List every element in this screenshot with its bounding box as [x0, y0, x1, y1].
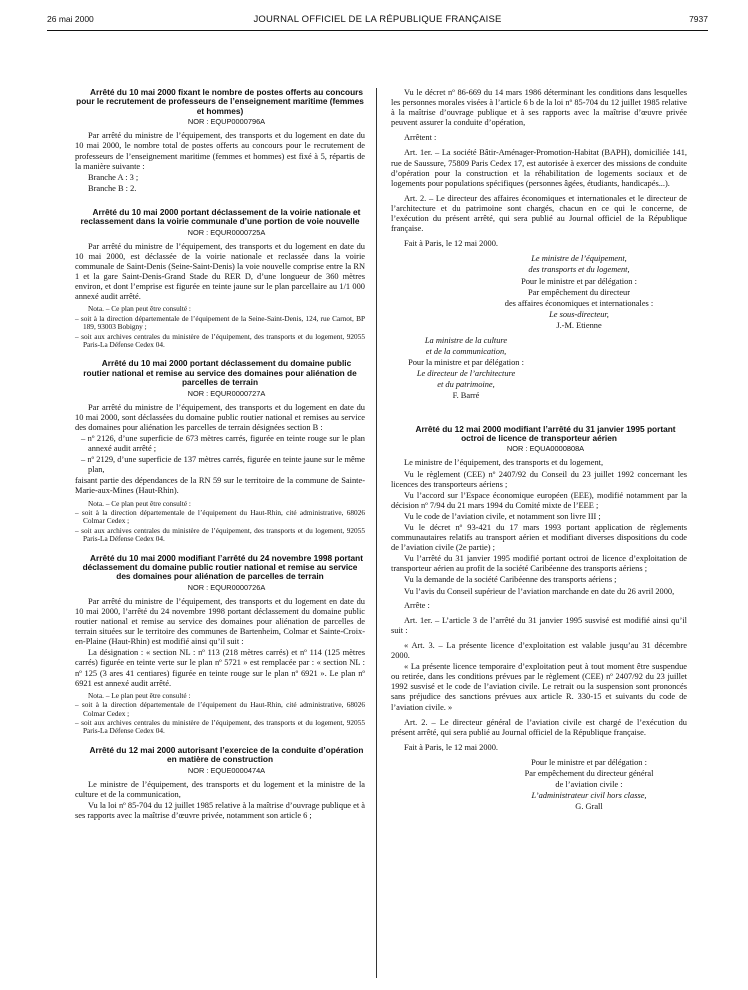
- nor-code: NOR : EQUR0000727A: [187, 388, 266, 398]
- nota-line: Nota. – Le plan peut être consulté :: [88, 690, 191, 700]
- signatory-name: J.-M. Etienne: [556, 320, 602, 330]
- nota-block: [75, 305, 365, 349]
- fait-a-paris: Fait à Paris, le 12 mai 2000.: [404, 239, 498, 249]
- signature-line: des transports et du logement,: [528, 265, 630, 275]
- paragraph: Vu l’avis du Conseil supérieur de l’aviation marchande en date du 26 avril 2000,: [404, 586, 675, 596]
- paragraph: Vu le règlement (CEE) nº 2407/92 du Conseil du 23 juillet 1992 concernant les licences des transporteurs aériens ;: [391, 469, 687, 489]
- nota-line: – soit à la direction départementale de l’équipement du Haut-Rhin, cité administrative, 68026 Colmar Cedex ;: [75, 507, 365, 526]
- paragraph: Le ministre de l’équipement, des transports et du logement,: [404, 458, 604, 468]
- signatory-name: G. Grall: [575, 802, 603, 812]
- decree-conduite-operation-cont: [391, 88, 687, 402]
- nota-line: – soit à la direction départementale de l’équipement de la Seine-Saint-Denis, 124, rue Carnot, BP 189, 93003 Bobigny ;: [75, 313, 365, 332]
- decree-conduite-operation: [75, 746, 365, 821]
- signature-line: Le ministre de l’équipement,: [531, 254, 627, 264]
- paragraph: Vu le décret nº 86-669 du 14 mars 1986 déterminant les conditions dans lesquelles les personnes morales visées à l’article 6 b de la loi nº 85-704 du 12 juillet 1985 relative à la maîtrise d’ouvrage publique et à ses rapports avec la maîtrise d’œuvre privée peuvent assurer la conduite d’opération,: [391, 88, 687, 128]
- signature-block-2: [391, 336, 541, 402]
- nota-line: Nota. – Ce plan peut être consulté :: [88, 304, 191, 314]
- signatory-name: F. Barré: [452, 391, 480, 401]
- nota-line: Nota. – Ce plan peut être consulté :: [88, 498, 191, 508]
- nota-line: – soit aux archives centrales du ministère de l’équipement, des transports et du logement, 92055 Paris-La Défense Cedex 04.: [75, 525, 365, 544]
- paragraph: Vu l’accord sur l’Espace économique européen (EEE), modifié notamment par la décision nº 7/94 du 21 mars 1994 du Comité mixte de l’EEE ;: [391, 490, 687, 510]
- signature-line: Le directeur de l’architecture: [416, 369, 516, 379]
- page-header: [47, 14, 708, 28]
- signature-line: Par empêchement du directeur: [527, 287, 631, 297]
- decree-title: Arrêté du 12 mai 2000 autorisant l’exercice de la conduite d’opération en matière de construction: [89, 744, 364, 765]
- page-number: 7937: [689, 14, 708, 24]
- paragraph: Branche B : 2.: [88, 183, 137, 193]
- signature-line: des affaires économiques et internationales :: [504, 298, 654, 308]
- journal-title: JOURNAL OFFICIEL DE LA RÉPUBLIQUE FRANÇAISE: [253, 14, 502, 25]
- nor-code: NOR : EQUR0000726A: [187, 582, 266, 592]
- paragraph: Par arrêté du ministre de l’équipement, des transports et du logement en date du 10 mai 2000, est déclassée de la voirie nationale et reclassée dans la voirie communale de Saint-Denis (Seine-Saint-Denis) la voie nouvelle comprise entre la RN 1 et la gare Saint-Denis-Grand Stade du RER D, d’une longueur de 360 mètres environ, et dont l’emprise est figurée en teinte jaune sur le plan parcellaire au 1/1 000 annexé audit arrêté.: [75, 241, 365, 302]
- quoted-article-3: « Art. 3. – La présente licence d’exploitation est valable jusqu’au 31 décembre 2000.: [391, 640, 687, 661]
- signature-line: Pour la ministre et par délégation :: [408, 358, 524, 368]
- paragraph: Par arrêté du ministre de l’équipement, des transports et du logement en date du 10 mai 2000, le nombre total de postes offerts au concours pour le recrutement de professeurs de l’enseignement maritime (femmes et hommes) est fixé à 5, répartis de la manière suivante :: [75, 131, 365, 171]
- signature-line: de l’aviation civile :: [555, 780, 623, 790]
- nota-line: – soit aux archives centrales du ministère de l’équipement, des transports et du logement, 92055 Paris-La Défense Cedex 04.: [75, 331, 365, 349]
- signature-line: et de la communication,: [425, 347, 507, 357]
- decree-title: Arrêté du 10 mai 2000 portant déclassement de la voirie nationale et reclassement dans la voirie communale d’une portion de voie nouvelle: [80, 206, 361, 227]
- nota-line: – soit à la direction départementale de l’équipement du Haut-Rhin, cité administrative, 68026 Colmar Cedex ;: [75, 700, 365, 718]
- signature-line: Le sous-directeur,: [549, 309, 609, 319]
- article-1: Art. 1er. – La société Bâtir-Aménager-Promotion-Habitat (BAPH), domiciliée 141, rue de Saussure, 75809 Paris Cedex 17, est autorisée à exercer des missions de conduite d’opération pour la construction et la réhabilitation de logements sociaux et de logements pour populations spécifiques (personnes âgées, étudiants, handicapés...).: [391, 148, 687, 188]
- decree-postes-maritime: [75, 88, 365, 194]
- article-2: Art. 2. – Le directeur général de l’aviation civile est chargé de l’exécution du présent arrêté, qui sera publié au Journal officiel de la République française.: [391, 717, 687, 737]
- article-1: Art. 1er. – L’article 3 de l’arrêté du 31 janvier 1995 susvisé est modifié ainsi qu’il suit :: [391, 615, 687, 635]
- left-column: [75, 88, 365, 822]
- paragraph: Par arrêté du ministre de l’équipement, des transports et du logement en date du 10 mai 2000, sont déclassées du domaine public routier national et remises au service des domaines pour aliénation les parcelles de terrain désignées section B :: [75, 402, 365, 432]
- decree-voirie-saint-denis: [75, 208, 365, 350]
- decree-licence-transporteur: [391, 425, 687, 813]
- header-rule: [47, 30, 708, 31]
- signature-block-3: [391, 758, 687, 812]
- signature-line: Par empêchement du directeur général: [524, 768, 654, 778]
- quoted-paragraph: « La présente licence temporaire d’exploitation peut à tout moment être suspendue ou retirée, dans les conditions prévues par le règlement (CEE) nº 2407/92 du 23 juillet 1992 susvisé et le code de l’aviation civile. Le retrait ou la suspension sont prononcés sans préjudice des sanctions prévues aux article R. 330-15 et suivants du code de l’aviation civile. »: [391, 662, 687, 712]
- paragraph: Vu la loi nº 85-704 du 12 juillet 1985 relative à la maîtrise d’ouvrage publique et à ses rapports avec la maîtrise d’œuvre privée, notamment son article 6 ;: [75, 800, 365, 820]
- fait-a-paris: Fait à Paris, le 12 mai 2000.: [404, 742, 498, 752]
- signature-line: Pour le ministre et par délégation :: [531, 757, 647, 767]
- nor-code: NOR : EQUE0000474A: [187, 765, 266, 775]
- decree-title: Arrêté du 10 mai 2000 fixant le nombre de postes offerts au concours pour le recrutement de professeurs de l’enseignement maritime (femmes et hommes): [76, 87, 364, 116]
- decree-domaine-ste-marie: [75, 359, 365, 543]
- decree-title: Arrêté du 12 mai 2000 modifiant l’arrêté du 31 janvier 1995 portant octroi de licence de transporteur aérien: [415, 423, 676, 443]
- decree-title: Arrêté du 10 mai 2000 modifiant l’arrêté du 24 novembre 1998 portant déclassement du domaine public routier national et remise au service des domaines pour aliénation de parcelles de terrain: [82, 552, 363, 582]
- paragraph: Le ministre de l’équipement, des transports et du logement et la ministre de la culture et de la communication,: [75, 779, 365, 799]
- paragraph: Vu le décret nº 93-421 du 17 mars 1993 portant application de règlements communautaires relatifs au transport aérien et modifiant diverses dispositions du code de l’aviation civile (2e partie) ;: [391, 523, 687, 553]
- right-column: [391, 88, 687, 813]
- arrete-label: Arrête :: [404, 600, 430, 610]
- signature-line: L’administrateur civil hors classe,: [531, 791, 647, 801]
- signature-line: Pour le ministre et par délégation :: [521, 276, 637, 286]
- nor-code: NOR : EQUP0000796A: [187, 117, 266, 127]
- list-item: – nº 2129, d’une superficie de 137 mètres carrés, figurée en teinte jaune sur le même plan,: [81, 455, 365, 475]
- paragraph: Vu la demande de la société Caribéenne des transports aériens ;: [404, 575, 617, 585]
- nota-block: [75, 500, 365, 544]
- arretent-label: Arrêtent :: [404, 133, 437, 143]
- decree-modif-1998: [75, 554, 365, 736]
- paragraph: Vu l’arrêté du 31 janvier 1995 modifié portant octroi de licence d’exploitation de transporteur aérien au profit de la société Caribéenne des transports aériens ;: [391, 554, 687, 574]
- decree-title: Arrêté du 10 mai 2000 portant déclassement du domaine public routier national et remise au service des domaines pour aliénation de parcelles de terrain: [83, 358, 357, 388]
- paragraph: faisant partie des dépendances de la RN 59 sur le territoire de la commune de Sainte-Marie-aux-Mines (Haut-Rhin).: [75, 476, 365, 496]
- nor-code: NOR : EQUA0000808A: [506, 444, 585, 454]
- signature-line: et du patrimoine,: [437, 380, 495, 390]
- nota-block: [75, 692, 365, 736]
- paragraph: Par arrêté du ministre de l’équipement, des transports et du logement en date du 10 mai 2000, l’arrêté du 24 novembre 1998 portant déclassement du domaine public routier national et remise au service des domaines pour aliénation de parcelles de terrain situées sur le territoire des communes de Bartenheim, Colmar et Sainte-Croix-en-Plaine (Haut-Rhin) est modifié ainsi qu’il suit :: [75, 596, 365, 647]
- nota-line: – soit aux archives centrales du ministère de l’équipement, des transports et du logement, 92055 Paris-La Défense Cedex 04.: [75, 717, 365, 736]
- paragraph: Vu le code de l’aviation civile, et notamment son livre III ;: [404, 511, 601, 521]
- column-divider: [376, 88, 377, 978]
- issue-date: 26 mai 2000: [47, 14, 94, 24]
- paragraph: La désignation : « section NL : nº 113 (218 mètres carrés) et nº 114 (125 mètres carrés) figurée en teinte verte sur le plan nº 5721 » est remplacée par : « section NL : nº 125 (3 ares 41 centiares) figurée en teinte rouge sur le plan nº 6921 ». Le plan nº 6921 est annexé audit arrêté.: [75, 648, 365, 688]
- paragraph: Branche A : 3 ;: [88, 172, 139, 182]
- nor-code: NOR : EQUR0000725A: [187, 227, 266, 237]
- article-2: Art. 2. – Le directeur des affaires économiques et internationales et le directeur de l’architecture et du patrimoine sont chargés, chacun en ce qui le concerne, de l’exécution du présent arrêté, qui sera publié au Journal officiel de la République française.: [391, 193, 687, 234]
- signature-line: La ministre de la culture: [424, 335, 508, 345]
- list-item: – nº 2126, d’une superficie de 673 mètres carrés, figurée en teinte rouge sur le plan annexé audit arrêté ;: [81, 433, 365, 454]
- signature-block-1: [391, 254, 687, 331]
